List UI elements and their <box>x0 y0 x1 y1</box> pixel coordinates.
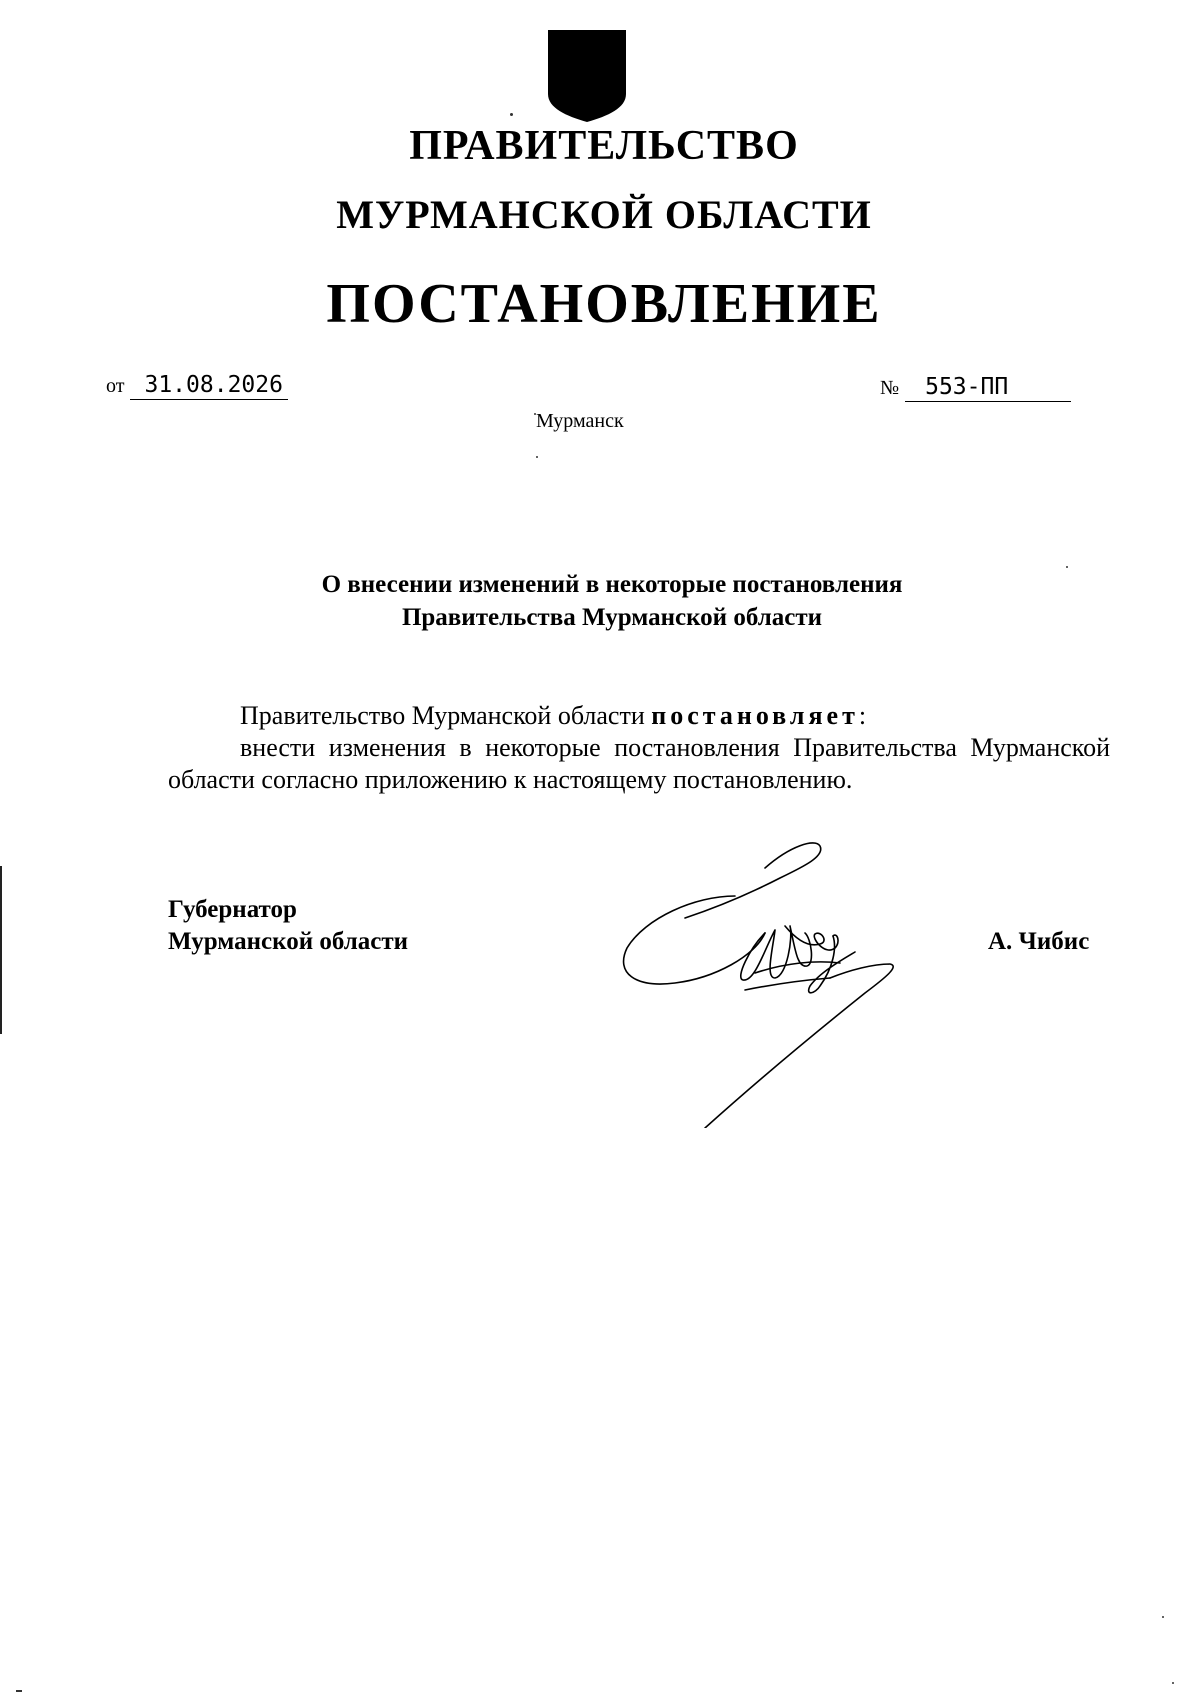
scan-margin-mark <box>0 866 2 1034</box>
scan-speck <box>536 456 538 458</box>
date-value: 31.08.2026 <box>130 372 288 400</box>
scan-speck <box>1162 1616 1164 1618</box>
scan-speck <box>16 1690 22 1692</box>
number-prefix: № <box>880 377 900 399</box>
signatory-position <box>168 894 408 958</box>
body-paragraph: внести изменения в некоторые постановления Правительства Мурманской области согласно приложению к настоящему постановлению. <box>168 733 1110 794</box>
signatory-position-line2: Мурманской области <box>168 928 409 955</box>
date-prefix: от <box>106 375 125 397</box>
document-type-title: ПОСТАНОВЛЕНИЕ <box>326 273 882 335</box>
document-date <box>106 372 288 400</box>
subject-line1: О внесении изменений в некоторые постановления <box>321 571 903 598</box>
signatory-name: А. Чибис <box>988 928 1090 955</box>
body-intro-text: Правительство Мурманской области <box>240 701 652 730</box>
scan-speck <box>1066 566 1068 568</box>
scan-speck <box>534 413 536 415</box>
body-intro-line <box>168 700 1110 732</box>
city-name: Мурманск <box>536 410 624 432</box>
scan-speck <box>510 113 513 116</box>
body-intro-colon: : <box>858 701 867 730</box>
document-subject <box>0 568 1200 634</box>
coat-of-arms-emblem-icon <box>546 28 628 124</box>
scan-speck <box>1172 1682 1174 1684</box>
body-intro-emphasis: постановляет <box>651 701 859 730</box>
organization-name-line2: МУРМАНСКОЙ ОБЛАСТИ <box>336 192 872 237</box>
number-value: 553-ПП <box>905 374 1071 402</box>
document-body <box>168 700 1110 796</box>
subject-line2: Правительства Мурманской области <box>401 604 823 631</box>
handwritten-signature <box>615 838 905 1128</box>
signatory-position-line1: Губернатор <box>168 896 297 923</box>
organization-name-line1: ПРАВИТЕЛЬСТВО <box>409 123 799 169</box>
document-number <box>880 374 1071 402</box>
